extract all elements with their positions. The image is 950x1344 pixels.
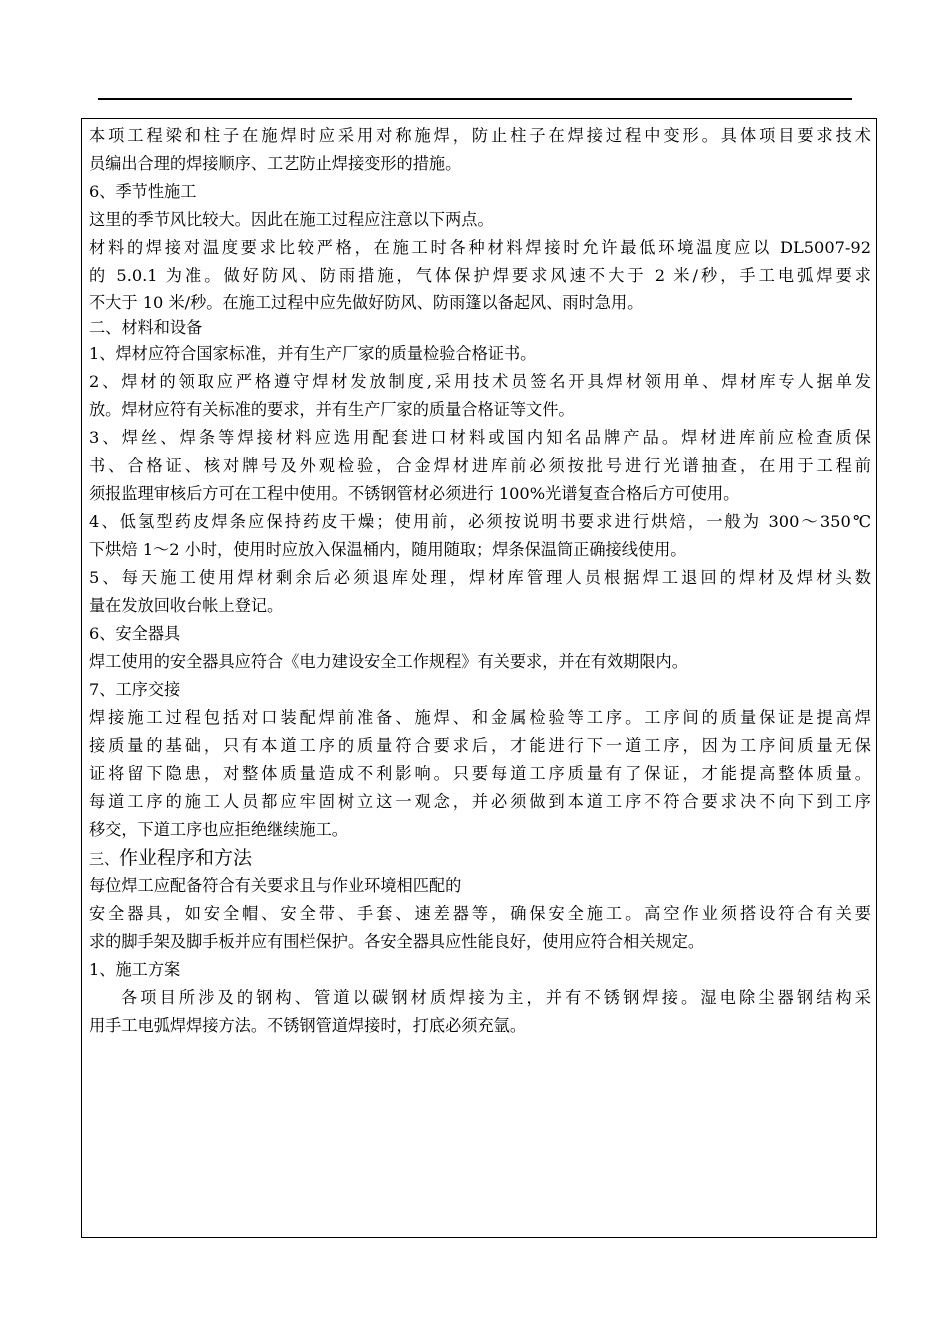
text-line: 焊接施工过程包括对口装配焊前准备、施焊、和金属检验等工序。工序间的质量保证是提高焊 xyxy=(89,708,871,727)
text-line: 4、低氢型药皮焊条应保持药皮干燥；使用前，必须按说明书要求进行烘焙，一般为 300～350℃ xyxy=(89,512,871,531)
text-line: 不大于 10 米/秒。在施工过程中应先做好防风、防雨篷以备起风、雨时急用。 xyxy=(89,293,644,312)
text-line: 每位焊工应配备符合有关要求且与作业环境相匹配的 xyxy=(89,876,462,895)
text-line: 员编出合理的焊接顺序、工艺防止焊接变形的措施。 xyxy=(89,154,462,173)
text-line: 5、每天施工使用焊材剩余后必须退库处理，焊材库管理人员根据焊工退回的焊材及焊材头数 xyxy=(89,568,871,587)
text-line: 用手工电弧焊焊接方法。不锈钢管道焊接时，打底必须充氩。 xyxy=(89,1016,527,1035)
text-line: 本项工程梁和柱子在施焊时应采用对称施焊，防止柱子在焊接过程中变形。具体项目要求技术 xyxy=(89,126,871,145)
text-line: 接质量的基础，只有本道工序的质量符合要求后，才能进行下一道工序，因为工序间质量无保 xyxy=(89,736,871,755)
section-heading: 二、材料和设备 xyxy=(89,318,203,337)
text-line: 焊工使用的安全器具应符合《电力建设安全工作规程》有关要求，并在有效期限内。 xyxy=(89,652,688,671)
text-line: 安全器具，如安全帽、安全带、手套、速差器等，确保安全施工。高空作业须搭设符合有关要 xyxy=(89,904,871,923)
section-heading xyxy=(89,844,871,872)
text-line: 证将留下隐患，对整体质量造成不利影响。只要每道工序质量有了保证，才能提高整体质量。 xyxy=(89,764,871,783)
text-line: 2、焊材的领取应严格遵守焊材发放制度,采用技术员签名开具焊材领用单、焊材库专人据单发 xyxy=(89,372,871,391)
section-heading-number: 三、 xyxy=(89,850,120,868)
text-line: 每道工序的施工人员都应牢固树立这一观念，并必须做到本道工序不符合要求决不向下到工序 xyxy=(89,792,871,811)
section-subheading: 7、工序交接 xyxy=(89,680,181,699)
document-body xyxy=(89,122,871,1040)
text-line: 各项目所涉及的钢构、管道以碳钢材质焊接为主，并有不锈钢焊接。湿电除尘器钢结构采 xyxy=(121,988,871,1007)
text-line: 须报监理审核后方可在工程中使用。不锈钢管材必须进行 100%光谱复查合格后方可使用。 xyxy=(89,484,740,503)
text-line: 1、焊材应符合国家标准，并有生产厂家的质量检验合格证书。 xyxy=(89,344,537,363)
text-line: 量在发放回收台帐上登记。 xyxy=(89,596,284,615)
section-subheading: 6、季节性施工 xyxy=(89,182,197,201)
text-line: 移交，下道工序也应拒绝继续施工。 xyxy=(89,820,348,839)
section-subheading: 6、安全器具 xyxy=(89,624,181,643)
text-line: 3、焊丝、焊条等焊接材料应选用配套进口材料或国内知名品牌产品。焊材进库前应检查质保 xyxy=(89,428,871,447)
text-line: 放。焊材应符有关标准的要求，并有生产厂家的质量合格证等文件。 xyxy=(89,400,575,419)
section-heading-text: 作业程序和方法 xyxy=(119,847,253,869)
section-subheading: 1、施工方案 xyxy=(89,960,181,979)
text-line: 的 5.0.1 为准。做好防风、防雨措施，气体保护焊要求风速不大于 2 米/秒，手工电弧焊要求 xyxy=(89,266,871,285)
text-line: 这里的季节风比较大。因此在施工过程应注意以下两点。 xyxy=(89,210,494,229)
text-line: 书、合格证、核对牌号及外观检验，合金焊材进库前必须按批号进行光谱抽查，在用于工程前 xyxy=(89,456,871,475)
text-line: 求的脚手架及脚手板并应有围栏保护。各安全器具应性能良好，使用应符合相关规定。 xyxy=(89,932,705,951)
text-line: 材料的焊接对温度要求比较严格，在施工时各种材料焊接时允许最低环境温度应以 DL5007-92 xyxy=(89,238,871,257)
header-rule xyxy=(98,98,852,100)
text-line: 下烘焙 1～2 小时，使用时应放入保温桶内，随用随取；焊条保温筒正确接线使用。 xyxy=(89,540,687,559)
